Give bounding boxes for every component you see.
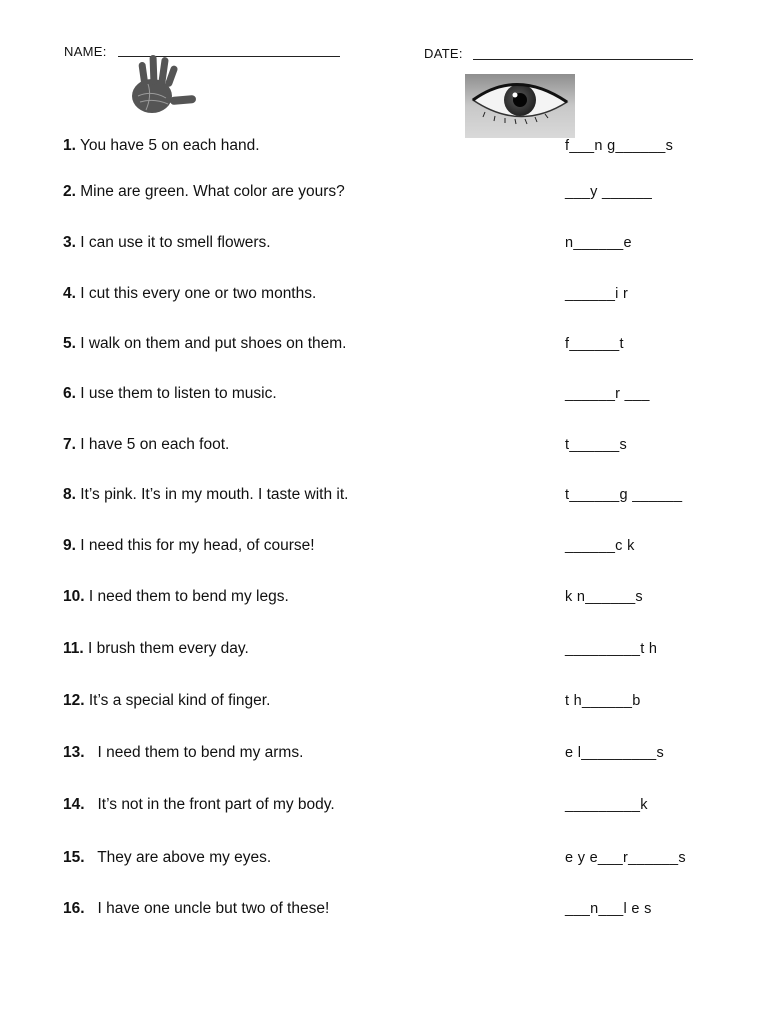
question-7 [63,436,229,454]
question-8 [63,486,348,504]
answer-blank-10: k n______s [565,589,643,605]
eye-icon [465,74,575,138]
date-label: DATE: [424,46,463,61]
answer-blank-14: _________k [565,797,648,813]
question-12 [63,692,270,710]
answer-blank-6: ______r ___ [565,386,650,402]
question-text: It’s a special kind of finger. [84,692,271,709]
question-number: 12. [63,692,85,709]
question-3 [63,234,271,252]
question-text: I use them to listen to music. [75,385,277,402]
question-11 [63,640,249,658]
question-number: 14. [63,796,85,813]
question-2 [63,183,345,201]
question-number: 15. [63,849,85,866]
question-text: I cut this every one or two months. [75,285,317,302]
answer-blank-16: ___n___l e s [565,901,652,917]
question-number: 13. [63,744,85,761]
question-number: 10. [63,588,85,605]
question-text: Mine are green. What color are yours? [75,183,345,200]
question-number: 5. [63,335,76,352]
answer-blank-2: ___y ______ [565,184,653,200]
question-9 [63,537,315,555]
question-text: They are above my eyes. [84,849,272,866]
answer-blank-4: ______i r [565,286,629,302]
date-blank-line [473,59,693,60]
question-number: 11. [63,640,84,657]
question-number: 2. [63,183,76,200]
question-number: 6. [63,385,76,402]
name-label: NAME: [64,44,107,59]
question-4 [63,285,316,303]
question-text: It’s pink. It’s in my mouth. I taste with it. [75,486,349,503]
question-16 [63,900,329,918]
question-text: You have 5 on each hand. [75,137,260,154]
hand-icon [126,52,198,118]
question-1 [63,137,260,155]
answer-blank-12: t h______b [565,693,641,709]
answer-blank-13: e l_________s [565,745,665,761]
answer-blank-3: n______e [565,235,632,251]
question-number: 3. [63,234,76,251]
question-text: I need them to bend my arms. [84,744,304,761]
question-number: 9. [63,537,76,554]
question-text: I brush them every day. [83,640,249,657]
answer-blank-11: _________t h [565,641,658,657]
question-6 [63,385,277,403]
answer-blank-1: f___n g______s [565,138,674,154]
question-number: 16. [63,900,85,917]
question-number: 1. [63,137,76,154]
answer-blank-5: f______t [565,336,624,352]
question-text: I walk on them and put shoes on them. [75,335,347,352]
question-10 [63,588,289,606]
question-15 [63,849,271,867]
question-number: 8. [63,486,76,503]
answer-blank-7: t______s [565,437,628,453]
question-text: It’s not in the front part of my body. [84,796,335,813]
answer-blank-15: e y e___r______s [565,850,686,866]
question-number: 4. [63,285,76,302]
question-text: I have 5 on each foot. [75,436,230,453]
question-text: I need them to bend my legs. [84,588,289,605]
question-text: I need this for my head, of course! [75,537,315,554]
answer-blank-8: t______g ______ [565,487,683,503]
question-13 [63,744,303,762]
question-text: I have one uncle but two of these! [84,900,330,917]
question-5 [63,335,346,353]
answer-blank-9: ______c k [565,538,635,554]
question-number: 7. [63,436,76,453]
question-14 [63,796,335,814]
question-text: I can use it to smell flowers. [75,234,271,251]
